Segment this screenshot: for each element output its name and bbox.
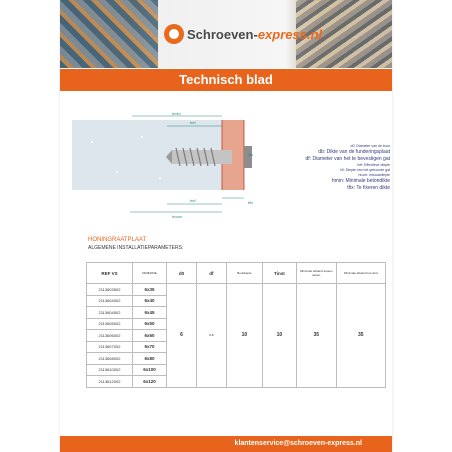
cell-dim: 6x80 (132, 353, 166, 365)
cell-ref: 2113605002 (87, 318, 133, 330)
spec-table (86, 262, 386, 388)
cell-dim: 6x45 (132, 307, 166, 319)
legend-item: hnom: Inbouwdiepte (358, 173, 390, 177)
cell-boutdepth: 10 (226, 284, 262, 388)
footer-bar (60, 436, 392, 452)
section-subtitle: ALGEMENE INSTALLATIEPARAMETERS: (88, 245, 184, 251)
anchor-diagram (72, 112, 272, 222)
cell-ref: 2113604502 (87, 307, 133, 319)
col-min-thickness: Minimale afstand tussen assen (296, 263, 336, 284)
screw-shank (172, 150, 232, 164)
table-header-row (87, 263, 386, 284)
footer-email[interactable]: klantenservice@schroeven-express.nl (234, 440, 362, 447)
cell-dim: 6x40 (132, 295, 166, 307)
cell-min-edge: 35 (336, 284, 385, 388)
cell-ref: 2113610002 (87, 364, 133, 376)
cell-ref: 2113607002 (87, 341, 133, 353)
cell-dim: 6x100 (132, 364, 166, 376)
cell-dim: 6x70 (132, 341, 166, 353)
table-row (87, 284, 386, 296)
brand-logo (164, 24, 322, 44)
legend-item: tfix: Te fixeren dikte (347, 185, 390, 191)
col-dim: DIMENSIE (132, 263, 166, 284)
cell-dim: 6x50 (132, 318, 166, 330)
hnom-label: hnom (172, 214, 183, 219)
cell-ref: 2113608002 (87, 353, 133, 365)
cell-df: 6-8 (196, 284, 226, 388)
cell-min-thickness: 35 (296, 284, 336, 388)
dw-label: dw (248, 152, 254, 157)
cell-ref: 2113612002 (87, 376, 133, 388)
page-title: Technisch blad (60, 69, 392, 91)
screw-head (244, 146, 252, 168)
cell-ref: 2113603502 (87, 284, 133, 296)
col-df: df (196, 263, 226, 284)
cell-d0: 6 (167, 284, 197, 388)
legend-item: d0: Diameter van de boor (350, 144, 390, 148)
cell-dim: 6x60 (132, 330, 166, 342)
col-boutdepth: Boutdiepte (226, 263, 262, 284)
legend (260, 144, 390, 192)
legend-item: db: Dikte van de funderingsplaat (318, 149, 390, 155)
brand-name-plain: Schroeven- (187, 26, 258, 42)
tfix-label: tfix (248, 200, 254, 205)
datasheet-page (60, 0, 392, 452)
legend-item: df: Diameter van het te bevestigen gat (305, 156, 390, 162)
brand-name (187, 27, 322, 42)
legend-item: h0: Diepte van het geboorde gat (339, 168, 390, 172)
hef2-label: hef (190, 198, 196, 203)
logo-icon (164, 24, 184, 44)
col-tinst: Tinst (262, 263, 296, 284)
col-ref: REF VS (87, 263, 133, 284)
cell-dim: 6x35 (132, 284, 166, 296)
hef-label: hef (190, 120, 196, 125)
col-d0: d0 (167, 263, 197, 284)
cell-tinst: 10 (262, 284, 296, 388)
cell-dim: 6x120 (132, 376, 166, 388)
brand-name-accent: express.nl (257, 26, 323, 42)
legend-item: hmin: Minimale betondikte (331, 178, 390, 184)
cell-ref: 2113606002 (87, 330, 133, 342)
col-min-edge: Minimale afstand tot rand (336, 263, 385, 284)
legend-item: hef: Effectieve diepte (357, 163, 390, 167)
hmin-label: hmin (172, 112, 181, 116)
cell-ref: 2113604002 (87, 295, 133, 307)
tools-photo (60, 0, 158, 68)
section-title: HONINGRAATPLAAT (88, 237, 147, 243)
header-banner (60, 0, 392, 68)
